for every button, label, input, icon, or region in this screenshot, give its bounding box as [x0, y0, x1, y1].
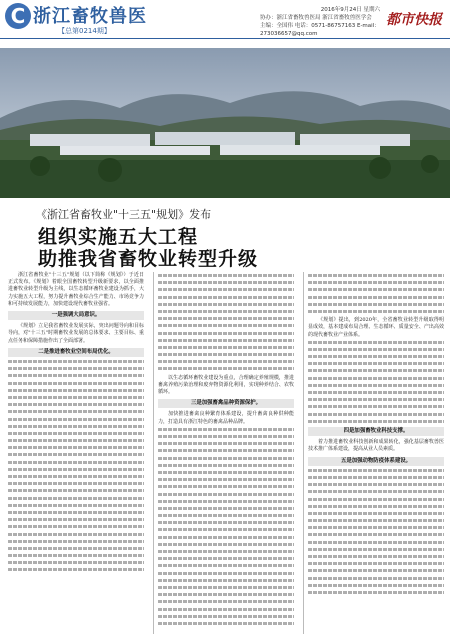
text-block-placeholder — [308, 341, 444, 423]
text-block-placeholder — [158, 274, 294, 370]
newspaper-masthead: 都市快报 — [386, 12, 442, 28]
article-headline-2: 助推我省畜牧业转型升级 — [38, 248, 259, 270]
photo-caption: 图片由浙江省畜牧兽医局提供 — [374, 235, 440, 241]
text-block-placeholder — [158, 428, 294, 625]
page-header — [0, 0, 450, 40]
paragraph: 《规划》提出，到2020年，全省畜牧业转型升级取得明显成效，基本建成布局合理、生态循环、质量安全、产出高效的现代畜牧业产业体系。 — [308, 317, 444, 338]
issue-number: 【总第0214期】 — [58, 27, 111, 35]
header-meta — [260, 6, 380, 38]
issue-date: 2016年9月24日 星期六 — [320, 7, 380, 13]
article-column-1 — [8, 272, 144, 634]
paragraph: 浙江省畜牧业"十三五"规划（以下简称《规划》）于近日正式发布。《规划》着眼全国畜牧转型升级新要求，以全面推进畜牧业转型升级为主线，以生态循环畜牧业建设为抓手，大力实施五大工程，努力提升畜牧业综合生产能力、市场竞争力和可持续发展能力，加快建设现代畜牧业强省。 — [8, 272, 144, 307]
column-title: 浙江畜牧兽医 — [33, 6, 147, 27]
paragraph: 以生态循环畜牧业建设为重点，合理确定养殖规模，推进畜禽养殖污染治理和废弃物资源化利用，实现种养结合、农牧循环。 — [158, 374, 294, 396]
photo-illustration — [0, 48, 450, 198]
co-organizer-line: 协办：浙江省畜牧兽医局 浙江省畜牧兽医学会 — [260, 15, 372, 21]
subheading: 三是加强畜禽品种资源保护。 — [158, 399, 294, 408]
subheading: 一是强调大局意识。 — [8, 311, 144, 320]
text-block-placeholder — [308, 274, 444, 313]
editor-contact-line: 主编：全国伟 电话：0571-86757163 E-mail：273036657@qq.com — [260, 23, 380, 37]
article-column-3 — [308, 272, 444, 634]
column-divider — [303, 272, 304, 634]
paragraph: 加快推进畜禽良种繁育体系建设，提升畜禽良种供种能力，打造具有浙江特色的畜禽品种品牌。 — [158, 411, 294, 425]
text-block-placeholder — [8, 360, 144, 571]
paragraph: 《规划》立足我省畜牧业发展实际，突出问题导向和目标导向，对"十三五"时期畜牧业发展的总体要求、主要目标、重点任务和保障措施作出了全面部署。 — [8, 323, 144, 344]
header-rule — [0, 38, 450, 39]
article-body — [8, 272, 444, 634]
column-logo-icon: C — [5, 3, 31, 29]
article-kicker: 《浙江省畜牧业"十三五"规划》发布 — [36, 208, 212, 221]
paragraph: 着力推进畜牧业科技创新和成果转化，强化基层畜牧兽医技术推广体系建设，提高从业人员素质。 — [308, 439, 444, 453]
subheading: 二是推进畜牧业空间布局优化。 — [8, 348, 144, 357]
subheading: 五是加强动物防疫体系建设。 — [308, 457, 444, 466]
column-divider — [153, 272, 154, 634]
article-column-2 — [158, 272, 294, 634]
article-headline-1: 组织实施五大工程 — [38, 226, 199, 248]
text-block-placeholder — [308, 469, 444, 594]
subheading: 四是加强畜牧业科技支撑。 — [308, 427, 444, 436]
